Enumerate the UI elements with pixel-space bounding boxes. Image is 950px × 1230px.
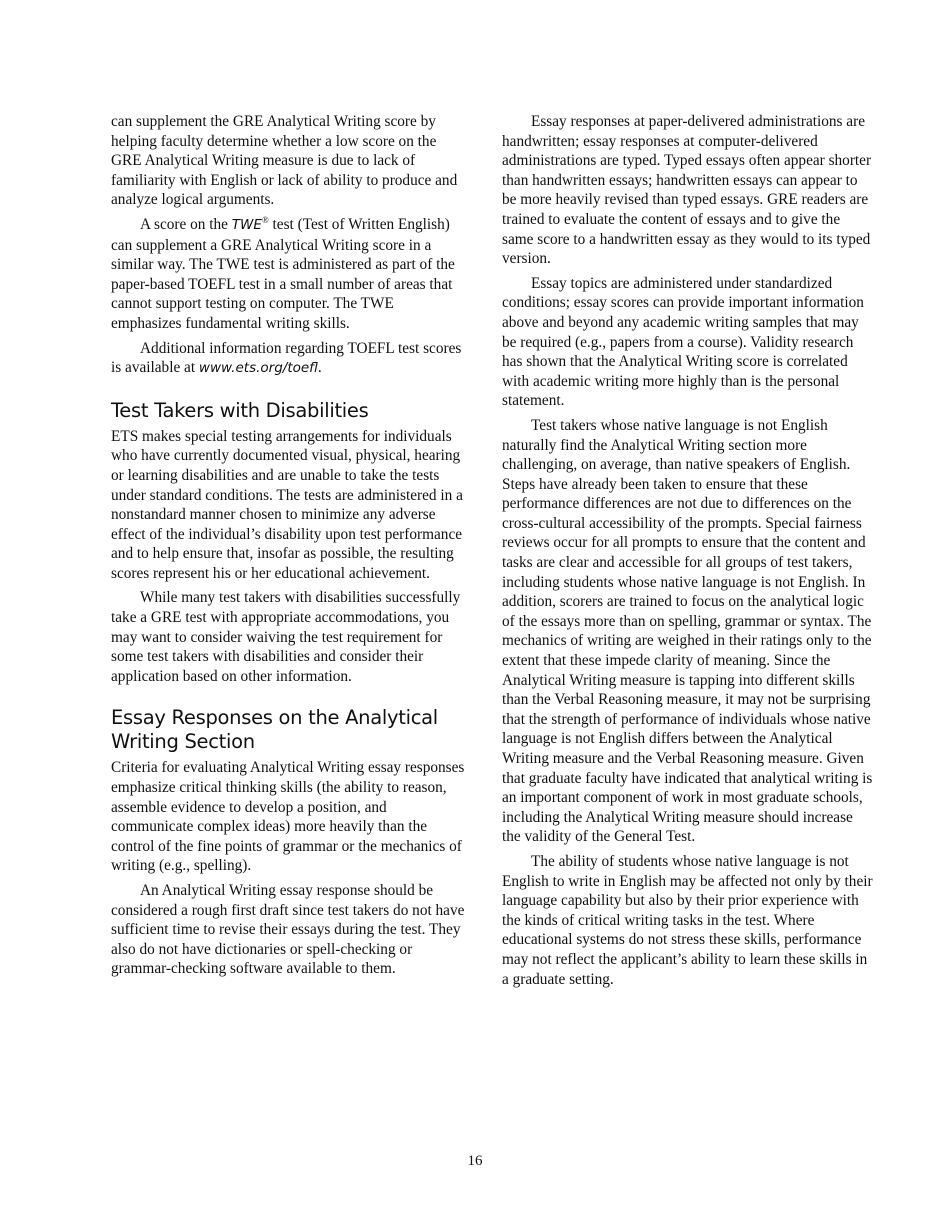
left-paragraph-rough-draft: An Analytical Writing essay response should be considered a rough first draft since test takers do not have sufficient time to revise their essays during the test. They also do not have dictionaries or spell-checking or grammar-checking software available to them. <box>111 882 465 978</box>
toefl-text-after: . <box>317 359 322 377</box>
registered-mark: ® <box>261 214 269 225</box>
twe-term: TWE <box>231 216 262 233</box>
left-column <box>111 112 467 984</box>
toefl-link[interactable]: www.ets.org/toefl <box>198 360 318 377</box>
right-paragraph-ability: The ability of students whose native language is not English to write in English may be affected not only by their language capability but also by their prior experience with the kinds of critical writing tasks in the test. Where educational systems do not stress these skills, performance may not reflect the applicant’s ability to learn these skills in a graduate setting. <box>502 852 873 988</box>
right-paragraph-handwritten: Essay responses at paper-delivered administrations are handwritten; essay responses at computer-delivered administrations are typed. Typed essays often appear shorter than handwritten essays; handwritten essays can appear to be more heavily revised than typed essays. GRE readers are trained to evaluate the content of essays and to give the same score to a handwritten essay as they would to its typed version. <box>502 113 872 268</box>
toefl-text-before: Additional information regarding TOEFL test scores is available at <box>111 339 462 377</box>
left-paragraph-twe <box>111 215 467 334</box>
heading-disabilities: Test Takers with Disabilities <box>111 398 369 422</box>
right-paragraph-native-language: Test takers whose native language is not English naturally find the Analytical Writing section more challenging, on average, than native speakers of English. Steps have already been taken to ensure that these performance differences are not due to differences on the cross-cultural accessibility of the prompts. Special fairness reviews occur for all prompts to ensure that the content and tasks are clear and accessible for all groups of test takers, including students whose native language is not English. In addition, scorers are trained to focus on the analytical logic of the essays more than on spelling, grammar or syntax. The mechanics of writing are weighed in their ratings only to the extent that these impede clarity of meaning. Since the Analytical Writing measure is tapping into different skills than the Verbal Reasoning measure, it may not be surprising that the strength of performance of individuals whose native language is not English differs between the Analytical Writing measure and the Verbal Reasoning measure. Given that graduate faculty have indicated that analytical writing is an important component of work in most graduate schools, including the Analytical Writing measure should increase the validity of the General Test. <box>502 416 873 846</box>
left-paragraph-toefl <box>111 339 467 379</box>
right-paragraph-topics: Essay topics are administered under standardized conditions; essay scores can provide important information above and beyond any academic writing samples that may be required (e.g., papers from a course). Validity research has shown that the Analytical Writing score is correlated with academic writing more highly than is the personal statement. <box>502 274 864 410</box>
left-paragraph-accommodations: While many test takers with disabilities successfully take a GRE test with appropriate accommodations, you may want to consider waiving the test requirement for some test takers with disabilities and consider their application based on other information. <box>111 589 461 685</box>
twe-text-before: A score on the <box>140 215 232 233</box>
twe-text-after: test (Test of Written English) can supplement a GRE Analytical Writing score in a similar way. The TWE test is administered as part of the paper-based TOEFL test in a small number of areas that cannot support testing on computer. The TWE emphasizes fundamental writing skills. <box>111 215 455 332</box>
right-column <box>502 112 874 994</box>
heading-essay-responses: Essay Responses on the Analytical Writing Section <box>111 706 438 754</box>
left-paragraph-disabilities: ETS makes special testing arrangements for individuals who have currently documented visual, physical, hearing or learning disabilities and are unable to take the tests under standard conditions. The tests are administered in a nonstandard manner chosen to minimize any adverse effect of the individual’s disability upon test performance and to help ensure that, insofar as possible, the resulting scores represent his or her educational achievement. <box>111 427 463 582</box>
page-number: 16 <box>467 1153 483 1169</box>
left-paragraph-1: can supplement the GRE Analytical Writing score by helping faculty determine whether a low score on the GRE Analytical Writing measure is due to lack of familiarity with English or lack of ability to produce and analyze logical arguments. <box>111 113 458 209</box>
left-paragraph-criteria: Criteria for evaluating Analytical Writing essay responses emphasize critical thinking skills (the ability to reason, assemble evidence to develop a position, and communicate complex ideas) more heavily than the control of the fine points of grammar or the mechanics of writing (e.g., spelling). <box>111 759 465 875</box>
